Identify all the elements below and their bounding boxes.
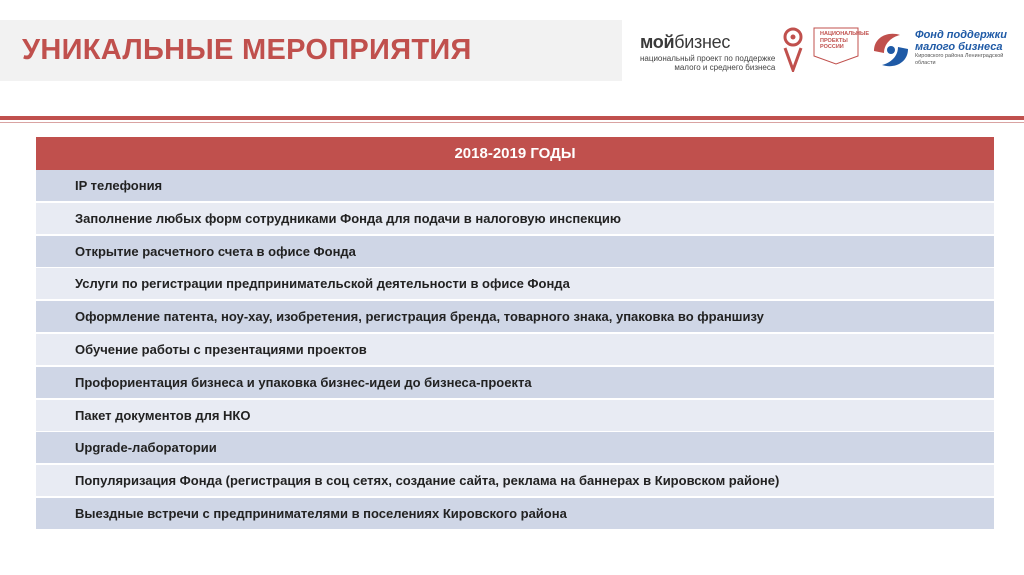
header-divider-thin — [0, 122, 1024, 123]
moi-emblem-icon — [780, 26, 806, 72]
table-row: Профориентация бизнеса и упаковка бизнес-идеи до бизнеса-проекта — [36, 367, 994, 398]
table-row: Upgrade-лаборатории — [36, 432, 994, 463]
np-line: НАЦИОНАЛЬНЫЕ — [820, 31, 870, 37]
fund-hands-icon — [870, 27, 912, 73]
header-divider — [0, 116, 1024, 120]
moi-word-bold: мой — [640, 32, 675, 52]
table-row: Открытие расчетного счета в офисе Фонда — [36, 236, 994, 267]
events-table — [36, 137, 994, 529]
national-projects-logo — [816, 28, 870, 51]
np-line: ПРОЕКТЫ — [820, 37, 848, 44]
table-row: IP телефония — [36, 170, 994, 201]
fund-title-line: Фонд поддержки — [915, 29, 1007, 41]
table-row: Услуги по регистрации предпринимательской деятельности в офисе Фонда — [36, 268, 994, 299]
table-row: Оформление патента, ноу-хау, изобретения, регистрация бренда, товарного знака, упаковка во франшизу — [36, 301, 994, 332]
fund-title-line: малого бизнеса — [915, 41, 1003, 53]
fund-subtitle: Кировского района Ленинградской области — [915, 53, 1004, 66]
table-row: Выездные встречи с предпринимателями в поселениях Кировского района — [36, 498, 994, 529]
page-title: УНИКАЛЬНЫЕ МЕРОПРИЯТИЯ — [22, 34, 472, 66]
table-row: Заполнение любых форм сотрудниками Фонда для подачи в налоговую инспекцию — [36, 203, 994, 234]
np-line: РОССИИ — [820, 44, 844, 50]
title-box — [0, 20, 622, 81]
moi-subtitle-line: малого и среднего бизнеса — [674, 63, 776, 72]
table-row: Популяризация Фонда (регистрация в соц сетях, создание сайта, реклама на баннерах в Кировском районе) — [36, 465, 994, 496]
moi-word-regular: бизнес — [674, 32, 731, 52]
logos-bar — [630, 22, 1024, 80]
table-row: Обучение работы с презентациями проектов — [36, 334, 994, 365]
table-row: Пакет документов для НКО — [36, 400, 994, 431]
fund-logo-text — [915, 29, 1024, 67]
moi-subtitle-line: национальный проект по поддержке — [640, 54, 776, 63]
table-body — [36, 170, 994, 529]
table-header: 2018-2019 ГОДЫ — [36, 137, 994, 170]
moi-biznes-logo — [640, 32, 775, 72]
